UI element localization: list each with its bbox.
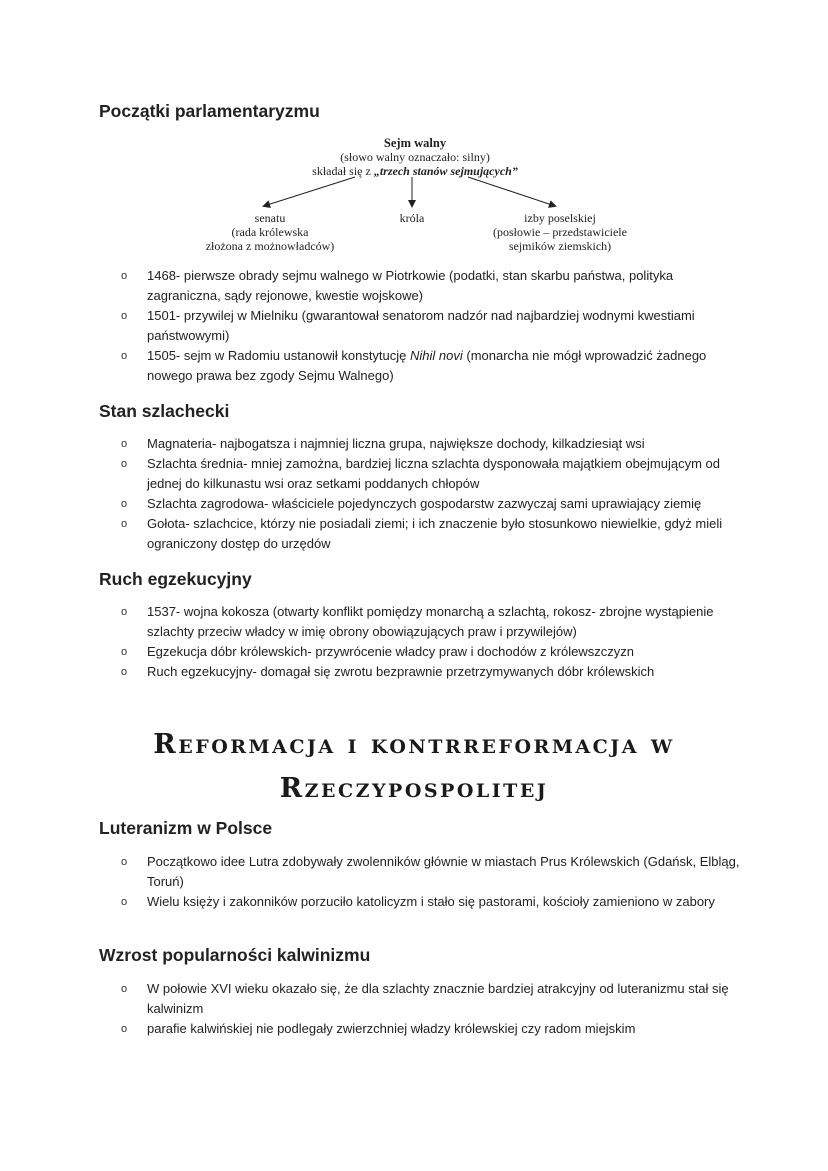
list-item: o 1501- przywilej w Mielniku (gwarantował senatorom nadzór nad najbardziej wodnymi kwestiami państwowymi): [121, 308, 695, 343]
diagram-chamber-line2: sejmików ziemskich): [508, 239, 612, 253]
sejm-diagram: [150, 132, 680, 258]
main-title-line2: Rzeczypospolitej: [279, 773, 549, 804]
bullet-icon: o: [121, 606, 128, 618]
list-item: o 1505- sejm w Radomiu ustanowił konstytucję Nihil novi (monarcha nie mógł wprowadzić żadnego nowego prawa bez zgody Sejmu Walnego): [121, 348, 707, 383]
list-lutheranism: [120, 852, 740, 912]
diagram-senate-title: senatu: [254, 211, 286, 225]
bullet-icon: o: [121, 270, 128, 282]
list-item: o Egzekucja dóbr królewskich- przywrócenie władcy praw i dochodów z królewszczyzn: [120, 642, 740, 662]
list-item: o Wielu księży i zakonników porzuciło katolicyzm i stało się pastorami, kościoły zamieniono w zabory: [120, 892, 740, 912]
list-item: o Magnateria- najbogatsza i najmniej liczna grupa, największe dochody, kilkadziesiąt wsi: [120, 434, 740, 454]
bullet-icon: o: [121, 438, 128, 450]
diagram-king-title: króla: [399, 211, 425, 225]
bullet-icon: o: [121, 498, 128, 510]
heading-parliament: Początki parlamentaryzmu: [99, 101, 320, 121]
list-execution: [120, 602, 740, 682]
bullet-icon: o: [121, 458, 128, 470]
heading-calvinism: Wzrost popularności kalwinizmu: [99, 945, 371, 965]
nihil-novi-term: Nihil novi: [410, 348, 463, 363]
heading-lutheranism: Luteranizm w Polsce: [99, 818, 273, 838]
bullet-icon: o: [121, 896, 128, 908]
list-calvinism: [120, 979, 740, 1039]
diagram-senate-line1: (rada królewska: [231, 225, 309, 239]
diagram-subtitle: (słowo walny oznaczało: silny): [340, 150, 490, 164]
bullet-icon: o: [121, 666, 128, 678]
list-item: o Szlachta średnia- mniej zamożna, bardziej liczna szlachta dysponowała majątkiem obejmującym od jednej do kilkunastu wsi oraz setkami poddanych chłopów: [121, 456, 720, 491]
list-item: o Szlachta zagrodowa- właściciele pojedynczych gospodarstw zazwyczaj sami uprawiający ziemię: [120, 494, 740, 514]
bullet-icon: o: [121, 983, 128, 995]
diagram-composed-prefix: składał się z: [312, 164, 374, 178]
list-item: o parafie kalwińskiej nie podlegały zwierzchniej władzy królewskiej czy radom miejskim: [120, 1019, 740, 1039]
diagram-composed-emph: „trzech stanów sejmujących”: [373, 164, 518, 178]
main-title-line1: Reformacja i kontrreformacja w: [153, 729, 675, 760]
diagram-composed: [150, 164, 680, 178]
arrow-to-senate: [264, 177, 355, 206]
arrow-to-chamber: [468, 177, 555, 206]
list-item: o 1537- wojna kokosza (otwarty konflikt pomiędzy monarchą a szlachtą, rokosz- zbrojne wystąpienie szlachty przeciw władcy w imię obrony obowiązujących praw i przywilejów): [121, 604, 714, 639]
diagram-chamber-line1: (posłowie – przedstawiciele: [493, 225, 627, 239]
bullet-icon: o: [121, 1023, 128, 1035]
list-nobility: [120, 434, 740, 554]
bullet-icon: o: [121, 310, 128, 322]
bullet-icon: o: [121, 856, 128, 868]
heading-execution: Ruch egzekucyjny: [99, 569, 252, 589]
list-parliament: [120, 266, 740, 386]
bullet-icon: o: [121, 350, 128, 362]
heading-nobility: Stan szlachecki: [99, 401, 230, 421]
list-item: o W połowie XVI wieku okazało się, że dla szlachty znacznie bardziej atrakcyjny od luteranizmu stał się kalwinizm: [121, 981, 729, 1016]
list-item: o Ruch egzekucyjny- domagał się zwrotu bezprawnie przetrzymywanych dóbr królewskich: [120, 662, 740, 682]
diagram-title: Sejm walny: [383, 136, 447, 150]
diagram-senate-line2: złożona z możnowładców): [205, 239, 335, 253]
bullet-icon: o: [121, 518, 128, 530]
list-item: o 1468- pierwsze obrady sejmu walnego w Piotrkowie (podatki, stan skarbu państwa, polityka zagraniczna, sądy rejonowe, kwestie wojskowe): [121, 268, 674, 303]
bullet-icon: o: [121, 646, 128, 658]
list-item: o Początkowo idee Lutra zdobywały zwolenników głównie w miastach Prus Królewskich (Gdańsk, Elbląg, Toruń): [121, 854, 740, 889]
list-item: o Gołota- szlachcice, którzy nie posiadali ziemi; i ich znaczenie było stosunkowo niewielkie, gdyż mieli ograniczony dostęp do urzędów: [121, 516, 723, 551]
diagram-chamber-title: izby poselskiej: [524, 211, 596, 225]
